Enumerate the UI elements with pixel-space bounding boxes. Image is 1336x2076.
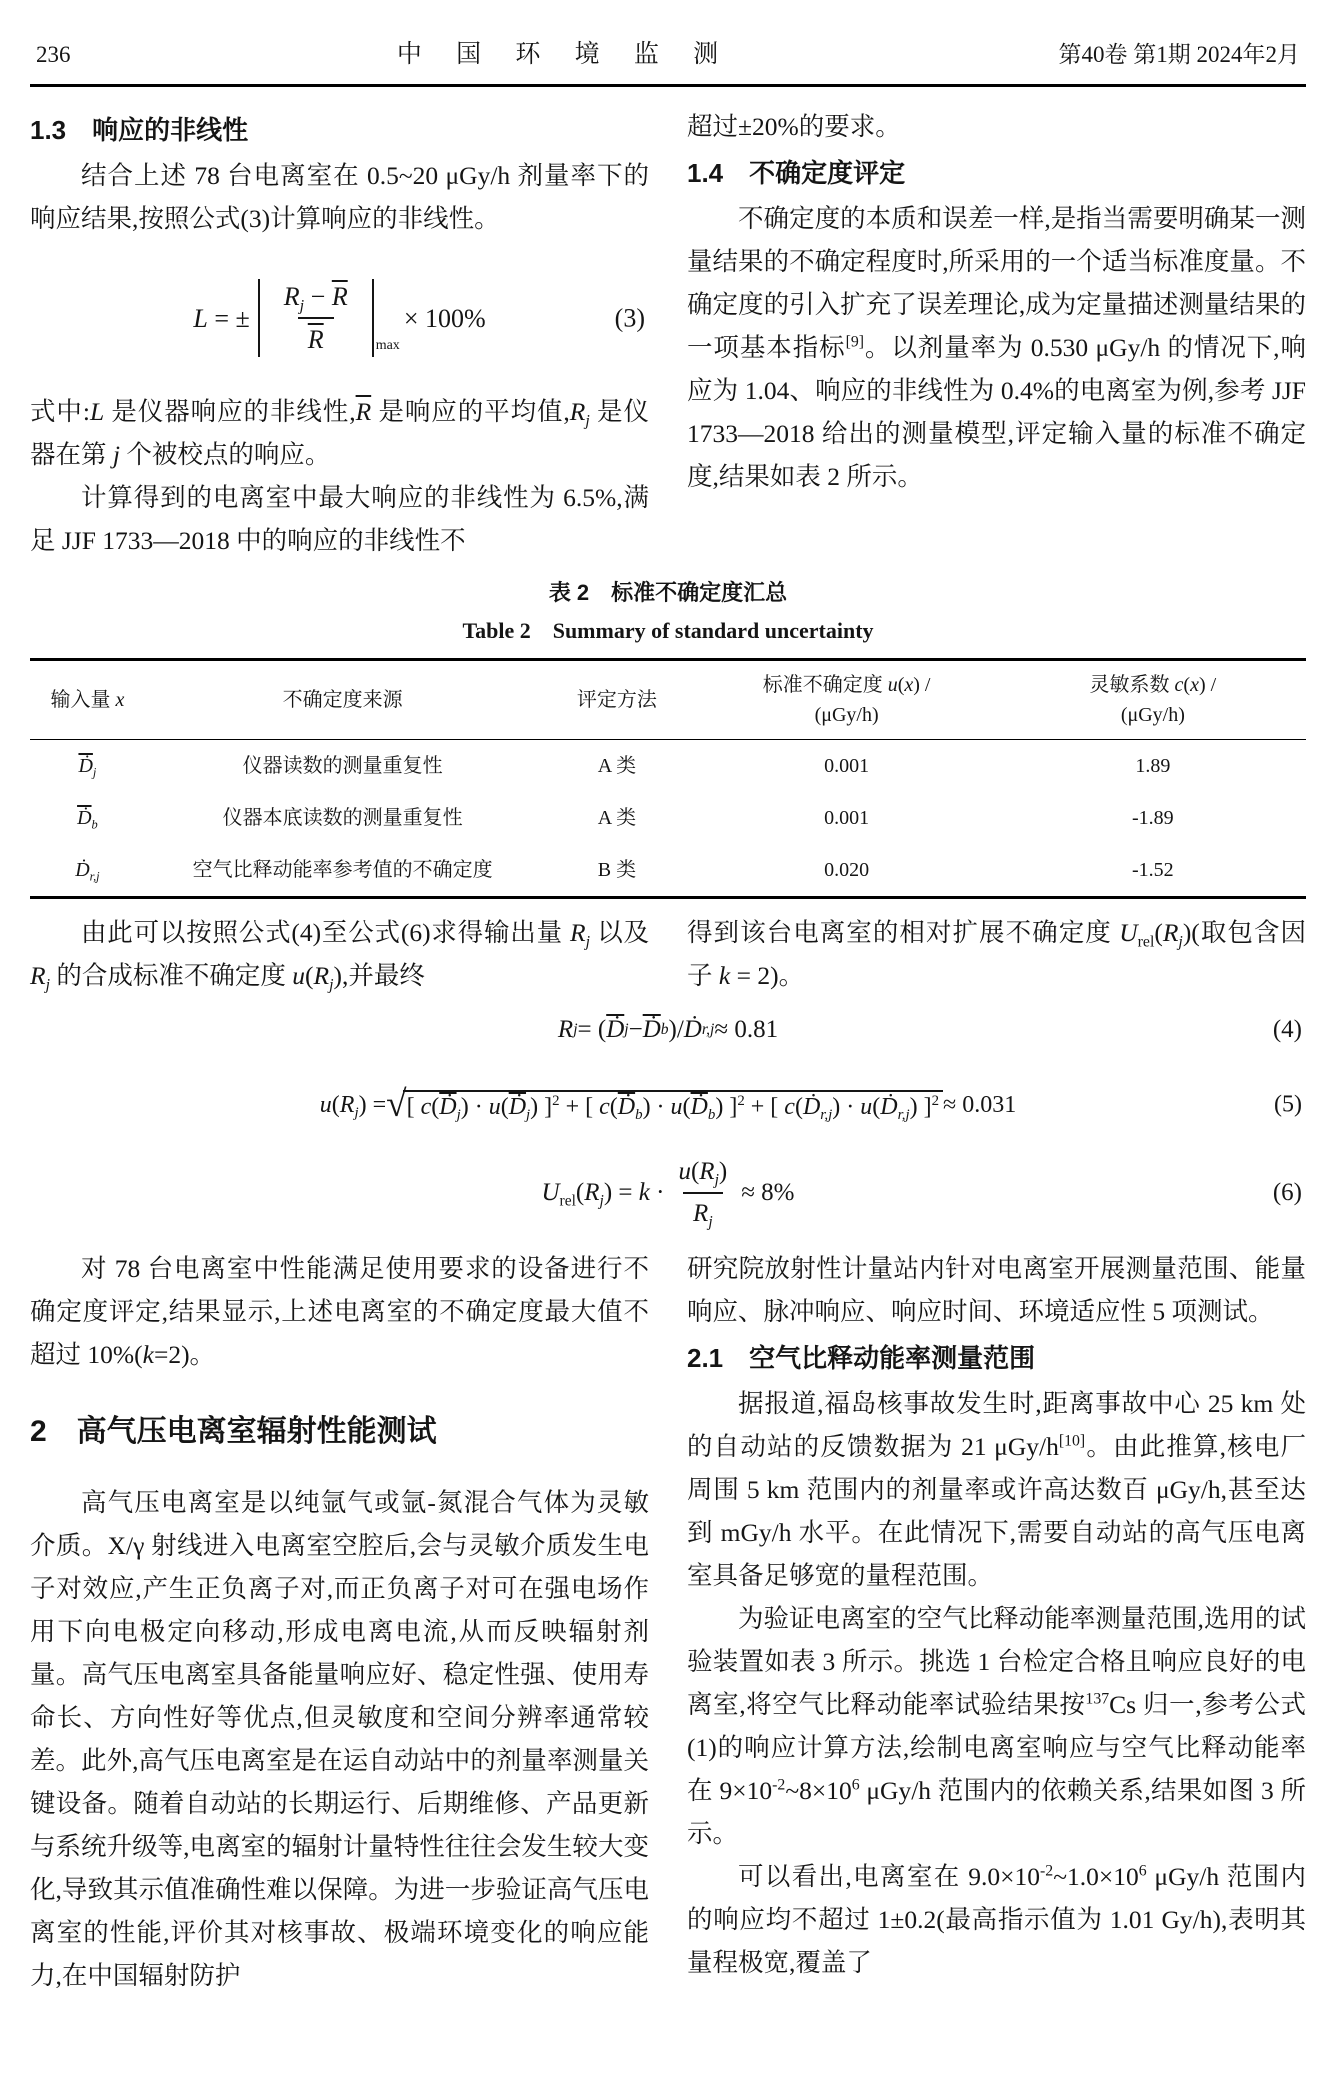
cell-method: A 类 [597,807,637,829]
formula-6-lhs: $U_{rel}(R_j) = k$ · [541,1179,665,1210]
absolute-value-bars [258,279,374,357]
column-header-source: 不确定度来源 [145,660,541,740]
formula-6 [30,1151,1306,1235]
fraction: $\frac{R_j - \overline{R}}{R}$ [274,279,358,357]
mid-right-column [687,911,1306,997]
equation-number: (5) [1274,1091,1302,1118]
page-number: 236 [36,42,71,67]
display-equations [30,1005,1306,1235]
formula-4: R j = ( $\overline{Ḋ}$ j − $\overline{Ḋ}$ b )/ Ḋ r,j ≈ 0.81 (4) [557,1016,1302,1043]
paragraph: 超过±20%的要求。 [687,112,901,141]
right-column-lower [687,1247,1306,1997]
table-header-row [30,660,1306,740]
paragraph: 不确定度的本质和误差一样,是指当需要明确某一测量结果的不确定程度时,所采用的一个适当标准度量。不确定度的引入扩充了误差理论,成为定量描述测量结果的一项基本指标[9]。以剂量率为 0.530 μGy/h 的情况下,响应为 1.04、响应的非线性为 0.4%的电离室为例,参考 JJF 1733—2018 给出的测量模型,评定输入量的标准不确定度,结果如表 2 所示。 [687,204,1306,491]
column-header-sensitivity: 灵敏系数 c(x) / (μGy/h) [1000,660,1306,740]
cell-u-value: 0.001 [824,755,870,777]
cell-u-value: 0.001 [824,807,870,829]
paragraph: 研究院放射性计量站内针对电离室开展测量范围、能量响应、脉冲响应、响应时间、环境适应性 5 项测试。 [687,1254,1306,1326]
cell-source: 仪器读数的测量重复性 [242,755,443,777]
formula-5 [30,1073,1306,1137]
table-2-block [30,576,1306,899]
table-title-chinese: 表 2 标准不确定度汇总 [548,580,788,605]
equation-number: (3) [614,303,645,333]
paragraph: 为验证电离室的空气比释动能率测量范围,选用的试验装置如表 3 所示。挑选 1 台检定合格且响应良好的电离室,将空气比释动能率试验结果按$^{137}$Cs 归一,参考公式(1)的响应计算方法,绘制电离室响应与空气比释动能率在 $9\times 10^{-2}\sim 8\times 10^6$ μGy/h 范围内的依赖关系,结果如图 3 所示。 [687,1604,1306,1848]
formula-6-rhs: ≈ 8% [741,1179,795,1206]
mid-columns [30,911,1306,997]
upper-columns [30,105,1306,562]
cell-c-value: -1.89 [1132,807,1174,829]
lower-columns [30,1247,1306,1997]
column-header-input: 输入量 x [30,660,145,740]
page-header [30,26,1306,84]
section-heading-1-4: 1.4 不确定度评定 [687,158,906,188]
uncertainty-table [30,658,1306,899]
paragraph: 式中:L 是仪器响应的非线性$,\overline{R}$ 是响应的平均值$,R_j$ 是仪器在第 j 个被校点的响应。 [30,397,649,469]
paragraph: 高气压电离室是以纯氩气或氩-氮混合气体为灵敏介质。X/γ 射线进入电离室空腔后,会与灵敏介质发生电子对效应,产生正负离子对,而正负离子对可在强电场作用下向电极定向移动,形成电离电流,从而反映辐射剂量。高气压电离室具备能量响应好、稳定性强、使用寿命长、方向性好等优点,但灵敏度和空间分辨率通常较差。此外,高气压电离室是在运自动站中的剂量率测量关键设备。随着自动站的长期运行、后期维修、产品更新与系统升级等,电离室的辐射计量特性往往会发生较大变化,导致其示值准确性难以保障。为进一步验证高气压电离室的性能,评价其对核事故、极端环境变化的响应能力,在中国辐射防护 [30,1488,649,1990]
section-heading-2-1: 2.1 空气比释动能率测量范围 [687,1343,1036,1373]
cell-method: A 类 [597,755,637,777]
equation-number: (6) [1272,1179,1302,1206]
formula-5-lhs: $u(R_j)$ = [319,1091,387,1121]
table-row [30,740,1306,793]
mid-left-column [30,911,649,997]
paragraph: 据报道,福岛核事故发生时,距离事故中心 25 km 处的自动站的反馈数据为 21 μGy/h[10]。由此推算,核电厂周围 5 km 范围内的剂量率或许高达数百 μGy/h,甚至达到 mGy/h 水平。在此情况下,需要自动站的高气压电离室具备足够宽的量程范围。 [687,1389,1306,1590]
paragraph: 结合上述 78 台电离室在 0.5~20 μGy/h 剂量率下的响应结果,按照公式(3)计算响应的非线性。 [30,161,649,233]
header-rule [30,84,1306,87]
cell-source: 仪器本底读数的测量重复性 [222,807,463,829]
paragraph: 由此可以按照公式(4)至公式(6)求得输出量 $R_j$ 以及 $R_j$ 的合成标准不确定度 $u(R_j)$,并最终 [30,918,649,994]
table-row [30,792,1306,844]
cell-symbol: Ḋ$_{r,j}$ [75,859,100,884]
formula-3-rhs: × 100% [403,303,486,333]
cell-symbol: $\overline{Ḋ}_j$ [78,755,97,780]
table-row [30,844,1306,898]
table-title-english: Table 2 Summary of standard uncertainty [462,618,874,643]
cell-c-value: 1.89 [1135,755,1171,777]
journal-title: 中 国 环 境 监 测 [396,41,733,68]
formula-3 [30,256,649,380]
left-column-lower [30,1247,649,1997]
cell-source: 空气比释动能率参考值的不确定度 [192,859,493,881]
section-heading-2: 2 高气压电离室辐射性能测试 [30,1415,437,1448]
paragraph: 计算得到的电离室中最大响应的非线性为 6.5%,满足 JJF 1733—2018 中的响应的非线性不 [30,483,649,555]
left-column-upper [30,105,649,562]
paragraph: 可以看出,电离室在 $9.0\times 10^{-2}\sim 1.0\times 10^6$ μGy/h 范围内的响应均不超过 1±0.2(最高指示值为 1.01 Gy/h),表明其量程极宽,覆盖了 [687,1862,1306,1977]
radical-sign: √ [386,1083,407,1125]
paragraph: 得到该台电离室的相对扩展不确定度 $U_{rel}(R_j)$(取包含因子 k = 2)。 [687,918,1306,990]
right-column-upper [687,105,1306,562]
section-heading-1-3: 1.3 响应的非线性 [30,115,249,145]
column-header-uncertainty: 标准不确定度 u(x) / (μGy/h) [693,660,999,740]
cell-c-value: -1.52 [1132,859,1174,881]
formula-5-rhs: ≈ 0.031 [943,1091,1017,1118]
max-subscript: max [375,338,400,354]
cell-u-value: 0.020 [824,859,870,881]
equation-number: (4) [1272,1016,1302,1043]
issue-info: 第40卷 第1期 2024年2月 [1058,42,1300,67]
fraction: $\frac{u(R_j)}{R_j}$ [678,1158,728,1231]
cell-method: B 类 [597,859,637,881]
column-header-method: 评定方法 [540,660,693,740]
radicand: [ $c(\overline{Ḋ}_j) \cdot u(\overline{Ḋ}_j) ]^2$ + [ $c(\overline{Ḋ}_b) \cdot u(\overline{Ḋ}_b) ]^2$ + [ c(Ḋ$_{r,j}$) · u(Ḋ$_{r,j}$) ]$^2$ [403,1090,943,1121]
cell-symbol: $\overline{Ḋ}_b$ [77,807,98,832]
formula-3-lhs: L = ± [193,303,250,333]
paragraph: 对 78 台电离室中性能满足使用要求的设备进行不确定度评定,结果显示,上述电离室的不确定度最大值不超过 10%(k=2)。 [30,1254,649,1369]
